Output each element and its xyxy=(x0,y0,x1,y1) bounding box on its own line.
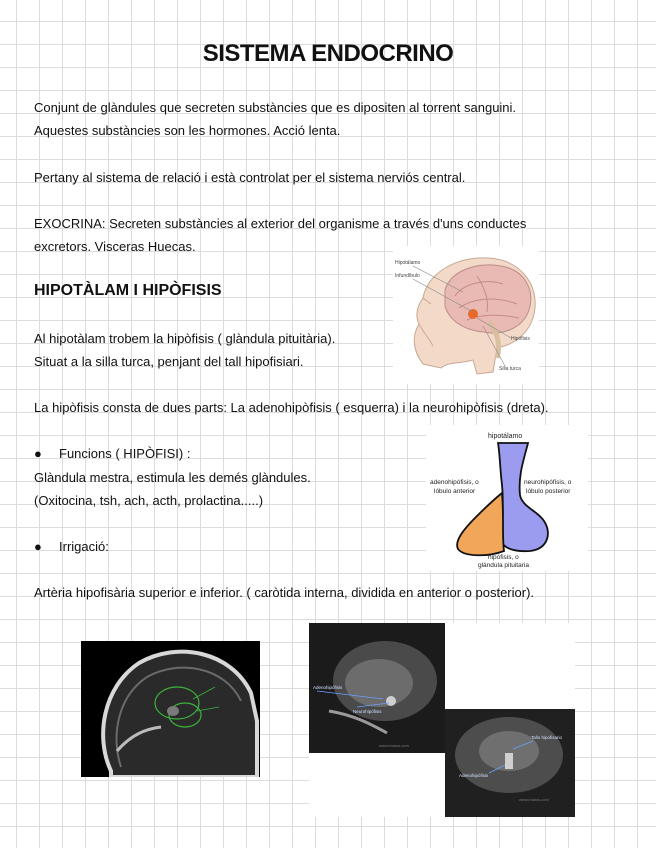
intro-line-2: Aquestes substàncies son les hormones. Acció lenta. xyxy=(34,123,341,138)
relation-text: Pertany al sistema de relació i està controlat per el sistema nerviós central. xyxy=(34,170,466,185)
section-heading: HIPOTÀLAM I HIPÒFISIS xyxy=(34,282,222,299)
label-adenohipofisis: Adenohipófisis xyxy=(313,685,343,690)
label-neuro-2: lóbulo posterior xyxy=(526,488,571,495)
label-infundibulo: Infundíbulo xyxy=(395,273,420,279)
label-adenohipofisis-2: Adenohipófisis xyxy=(459,773,489,778)
hipotalam-line-1: Al hipotàlam trobem la hipòfisis ( glàndula pituitària). xyxy=(34,331,336,346)
exocrina-line-2: excretors. Visceras Huecas. xyxy=(34,239,196,254)
mri-composite xyxy=(309,623,575,817)
funcions-line-1: Glàndula mestra, estimula les demés glàndules. xyxy=(34,470,311,485)
page-title: SISTEMA ENDOCRINO xyxy=(202,40,454,67)
label-tallo: Tallo hipofisario xyxy=(531,735,563,740)
mri-watermark-2: www.imaios.com xyxy=(519,797,549,802)
label-silla-turca: Silla turca xyxy=(499,366,521,372)
irrigacio-label: Irrigació: xyxy=(59,539,109,554)
mri-watermark-1: www.imaios.com xyxy=(379,743,409,748)
irrigacio-bullet-item xyxy=(34,539,109,554)
label-hipotalamo: Hipotálamo xyxy=(395,260,421,266)
arteria-text: Artèria hipofisària superior e inferior. ( caròtida interna, dividida en anterior o posterior). xyxy=(34,585,535,600)
label-adeno-2: lóbulo anterior xyxy=(434,488,476,495)
bullet-icon: ● xyxy=(34,446,42,461)
mri-images xyxy=(309,623,575,817)
label-neuro-1: neurohipófisis, o xyxy=(524,479,572,486)
head-anatomy-figure xyxy=(393,246,539,384)
label-hipotalamo-diagram: hipotálamo xyxy=(488,433,523,440)
funcions-bullet-item xyxy=(34,446,190,461)
label-adeno-1: adenohipófisis, o xyxy=(430,479,479,486)
parts-text: La hipòfisis consta de dues parts: La adenohipòfisis ( esquerra) i la neurohipòfisis (dreta). xyxy=(34,400,549,415)
exocrina-line-1: EXOCRINA: Secreten substàncies al exterior del organisme a través d'uns conductes xyxy=(34,216,527,231)
funcions-line-2: (Oxitocina, tsh, ach, acth, prolactina.....) xyxy=(34,493,264,508)
label-neurohipofisis: Neurohipófisis xyxy=(353,709,382,714)
label-pit-2: glándula pituitaria xyxy=(478,562,529,569)
ct-scan-image xyxy=(81,641,260,777)
label-hipofisis: Hipófisis xyxy=(511,336,530,342)
label-pit-1: hipófisis, o xyxy=(488,554,519,561)
bullet-icon: ● xyxy=(34,539,42,554)
hipotalam-line-2: Situat a la silla turca, penjant del tall hipofisiari. xyxy=(34,354,304,369)
funcions-label: Funcions ( HIPÒFISI) : xyxy=(59,446,191,461)
intro-line-1: Conjunt de glàndules que secreten substàncies que es dipositen al torrent sanguini. xyxy=(34,100,517,115)
pituitary-diagram xyxy=(426,425,588,571)
